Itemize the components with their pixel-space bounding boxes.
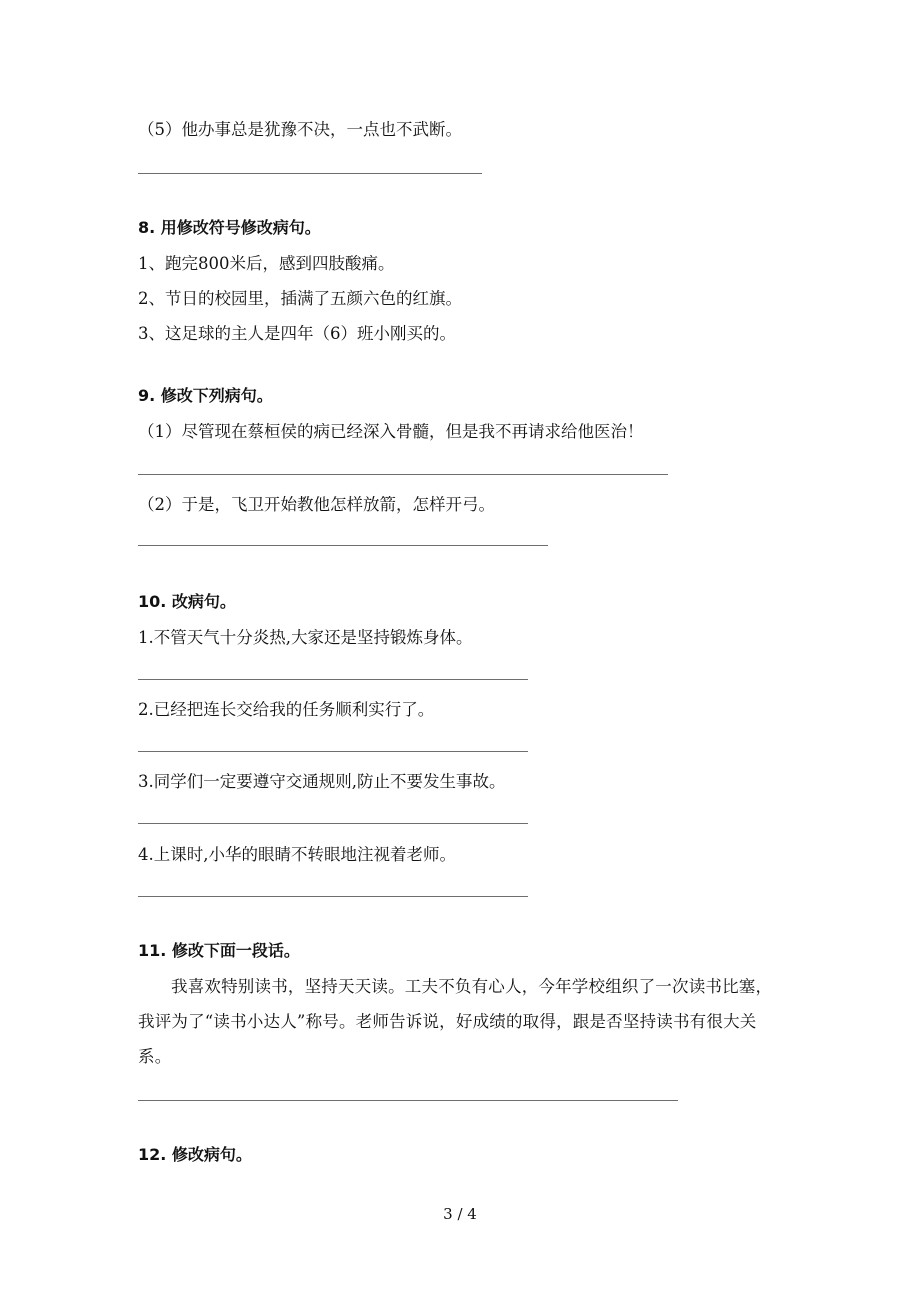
answer-line[interactable] xyxy=(138,474,668,475)
q8-item-3: 3、这足球的主人是四年（6）班小刚买的。 xyxy=(138,324,456,343)
answer-line[interactable] xyxy=(138,823,528,824)
q10-item-2: 2.已经把连长交给我的任务顺利实行了。 xyxy=(138,700,435,719)
q11-title: 11. 修改下面一段话。 xyxy=(138,941,300,960)
q11-paragraph: 我喜欢特别读书，坚持天天读。工夫不负有心人，今年学校组织了一次读书比塞，我评为了“读书小达人”称号。老师告诉说，好成绩的取得，跟是否坚持读书有很大关系。 xyxy=(138,977,773,1066)
answer-line[interactable] xyxy=(138,751,528,752)
q9-title: 9. 修改下列病句。 xyxy=(138,386,273,405)
q8-title: 8. 用修改符号修改病句。 xyxy=(138,218,321,237)
q10-item-1: 1.不管天气十分炎热,大家还是坚持锻炼身体。 xyxy=(138,628,473,647)
q12-title: 12. 修改病句。 xyxy=(138,1145,252,1164)
q8-item-2: 2、节日的校园里，插满了五颜六色的红旗。 xyxy=(138,289,462,308)
q9-item-1: （1）尽管现在蔡桓侯的病已经深入骨髓，但是我不再请求给他医治！ xyxy=(138,422,644,441)
q10-title: 10. 改病句。 xyxy=(138,592,236,611)
q10-item-4: 4.上课时,小华的眼睛不转眼地注视着老师。 xyxy=(138,845,456,864)
q9-item-2: （2）于是，飞卫开始教他怎样放箭，怎样开弓。 xyxy=(138,495,495,514)
page-number: 3 / 4 xyxy=(443,1205,477,1223)
answer-line[interactable] xyxy=(138,1100,678,1101)
answer-line[interactable] xyxy=(138,173,482,174)
answer-line[interactable] xyxy=(138,679,528,680)
q10-item-3: 3.同学们一定要遵守交通规则,防止不要发生事故。 xyxy=(138,772,506,791)
answer-line[interactable] xyxy=(138,896,528,897)
q8-item-1: 1、跑完800米后，感到四肢酸痛。 xyxy=(138,254,395,273)
answer-line[interactable] xyxy=(138,545,548,546)
q7-item-5: （5）他办事总是犹豫不决，一点也不武断。 xyxy=(138,120,462,139)
